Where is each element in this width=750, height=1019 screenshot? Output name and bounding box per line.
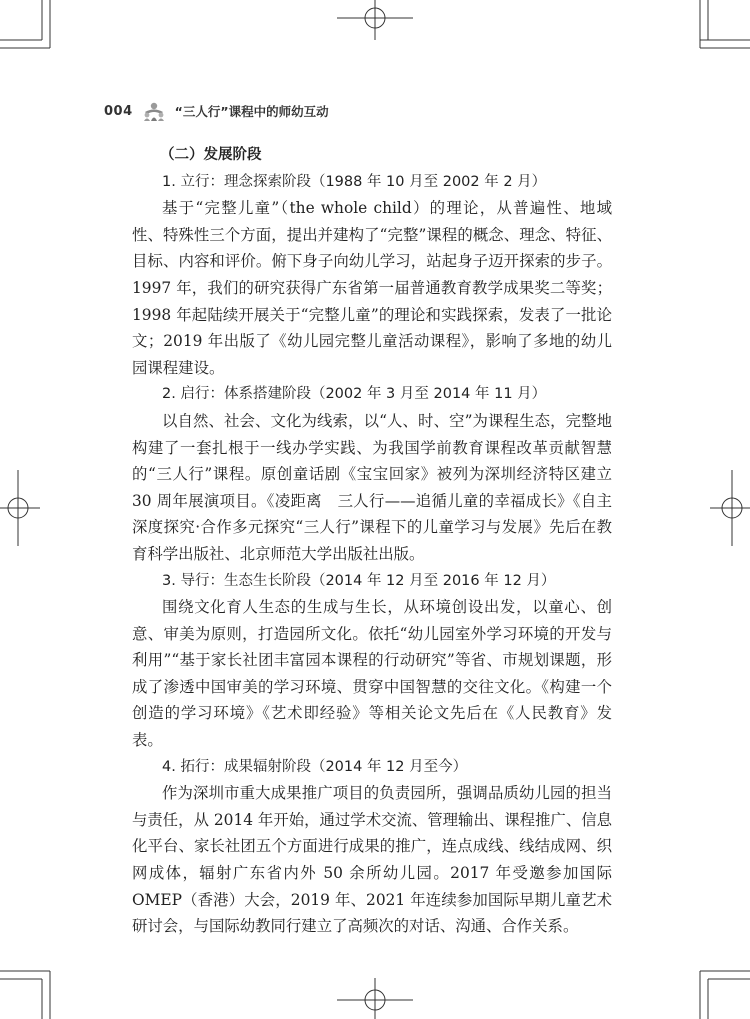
stage-1-paragraph: 基于“完整儿童”（the whole child）的理论，从普遍性、地域性、特殊性三个方面，提出并建构了“完整”课程的概念、理念、特征、目标、内容和评价。俯下身子向幼儿学习，站起身子迈开探索的步子。1997 年，我们的研究获得广东省第一届普通教育教学成果奖二等奖；1998 年起陆续开展关于“完整儿童”的理论和实践探索，发表了一批论文；2019 年出版了《幼儿园完整儿童活动课程》，影响了多地的幼儿园课程建设。 (132, 199, 612, 377)
page-number: 004 (104, 103, 133, 119)
book-title: “三人行”课程中的师幼互动 (174, 104, 329, 119)
stage-2-paragraph: 以自然、社会、文化为线索，以“人、时、空”为课程生态，完整地构建了一套扎根于一线办学实践、为我国学前教育课程改革贡献智慧的“三人行”课程。原创童话剧《宝宝回家》被列为深圳经济特区建立 30 周年展演项目。《凌距离 三人行——追循儿童的幸福成长》《自主深度探究·合作多元探究“三人行”课程下的儿童学习与发展》先后在教育科学出版社、北京师范大学出版社出版。 (132, 411, 612, 563)
stage-3-paragraph: 围绕文化育人生态的生成与生长，从环境创设出发，以童心、创意、审美为原则，打造园所文化。依托“幼儿园室外学习环境的开发与利用”“基于家长社团丰富园本课程的行动研究”等省、市规划课题，形成了渗透中国审美的学习环境、贯穿中国智慧的交往文化。《构建一个创造的学习环境》《艺术即经验》等相关论文先后在《人民教育》发表。 (132, 598, 612, 750)
stage-2-heading: 2. 启行：体系搭建阶段（2002 年 3 月至 2014 年 11 月） (162, 386, 547, 403)
stage-3-heading: 3. 导行：生态生长阶段（2014 年 12 月至 2016 年 12 月） (162, 572, 556, 589)
stage-1-heading: 1. 立行：理念探索阶段（1988 年 10 月至 2002 年 2 月） (162, 173, 547, 190)
page-body (132, 142, 612, 940)
section-heading: （二）发展阶段 (160, 147, 262, 163)
stage-4-heading: 4. 拓行：成果辐射阶段（2014 年 12 月至今） (162, 758, 468, 775)
book-logo-icon (141, 100, 167, 122)
running-header (104, 99, 329, 123)
stage-4-paragraph: 作为深圳市重大成果推广项目的负责园所，强调品质幼儿园的担当与责任，从 2014 年开始，通过学术交流、管理输出、课程推广、信息化平台、家长社团五个方面进行成果的推广，连点成线、线结成网、织网成体，辐射广东省内外 50 余所幼儿园。2017 年受邀参加国际 OMEP（香港）大会，2019 年、2021 年连续参加国际早期儿童艺术研讨会，与国际幼教同行建立了高频次的对话、沟通、合作关系。 (132, 784, 612, 936)
